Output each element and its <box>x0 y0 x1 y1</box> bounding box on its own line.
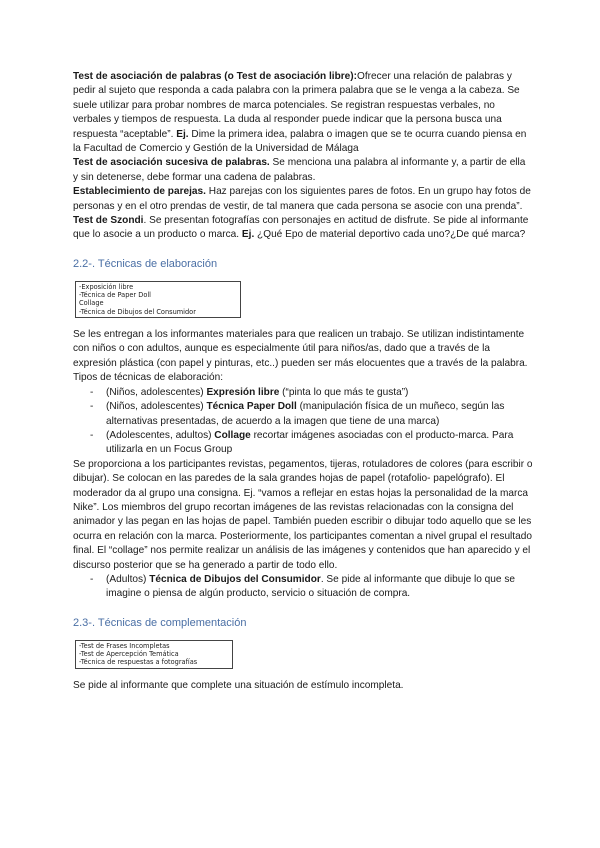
paragraph-text: . Se presentan fotografías con personajes en actitud de disfrute. Se pide al informante que lo asocie a un producto o marca. <box>73 215 529 241</box>
techniques-box-elaboracion <box>75 281 241 318</box>
list-text: recortar imágenes asociadas con el producto-marca. Para utilizarla en un Focus Group <box>106 429 514 456</box>
list-term: Técnica Paper Doll <box>206 401 297 413</box>
paragraph-text: Dime la primera idea, palabra o imagen que se te ocurra cuando piensa en la Facultad de Comercio y Gestión de la Universidad de Málaga <box>73 128 527 155</box>
box-item: -Técnica de Paper Doll <box>79 291 152 300</box>
document-body <box>73 70 533 693</box>
paragraph-elaboracion-intro: Se les entregan a los informantes materiales para que realicen un trabajo. Se utilizan indistintamente con niños o con adultos, aunque es especialmente útil para niños/as, dado que a través de la expresión plástica (con papel y pinturas, etc..) pueden ser más elocuentes que a través de la palabra. <box>73 329 528 369</box>
list-term: Collage <box>214 429 251 441</box>
list-dash: - <box>90 429 94 441</box>
box-item: -Técnica de Dibujos del Consumidor <box>79 307 196 316</box>
example-label: Ej. <box>241 229 255 241</box>
box-item: -Exposición libre <box>79 282 134 291</box>
list-text: (Adultos) <box>106 573 150 585</box>
paragraph-text: Se menciona una palabra al informante y, a partir de ella y sin detenerse, debe formar una cadena de palabras. <box>73 157 526 183</box>
paragraph-text: ¿Qué Epo de material deportivo cada uno?¿De qué marca? <box>254 229 526 241</box>
list-text: (manipulación física de un muñeco, según las alternativas presentadas, de acuerdo a la imagen que tiene de una marca) <box>106 401 505 427</box>
term-parejas: Establecimiento de parejas. <box>73 186 206 198</box>
paragraph-parejas <box>73 185 533 214</box>
list-term: Técnica de Dibujos del Consumidor <box>149 573 321 585</box>
list-item <box>73 573 533 602</box>
term-asociacion-sucesiva: Test de asociación sucesiva de palabras. <box>73 157 270 169</box>
list-text: (Niños, adolescentes) <box>106 386 207 398</box>
list-tipos-elaboracion <box>73 386 533 458</box>
paragraph-tipos: Tipos de técnicas de elaboración: <box>73 372 224 384</box>
paragraph-text: Ofrecer una relación de palabras y pedir al sujeto que responda a cada palabra con la primera palabra que se le venga a la cabeza. Se suele utilizar para probar nombres de marca potenciales. Se registran respuestas verbales, no verbales y tiempos de respuesta. La duda al responder puede indicar que la persona busca una respuesta “aceptable”. <box>73 71 520 140</box>
list-text: . Se pide al informante que dibuje lo que se imagine o piensa de algún producto, servicio o situación de compra. <box>106 573 515 600</box>
box-item: -Técnica de respuestas a fotografías <box>79 658 198 667</box>
list-dash: - <box>90 386 94 398</box>
term-asociacion-palabras: Test de asociación de palabras (o Test de asociación libre): <box>73 71 358 82</box>
heading-tecnicas-elaboracion: 2.2-. Técnicas de elaboración <box>73 257 218 270</box>
techniques-box-complementacion <box>75 640 233 669</box>
box-item: Collage <box>79 299 104 308</box>
list-item <box>73 386 533 400</box>
list-text: (Adolescentes, adultos) <box>106 429 215 441</box>
paragraph-asociacion-palabras <box>73 70 533 156</box>
list-text: (“pinta lo que más te gusta”) <box>279 386 409 398</box>
list-term: Expresión libre <box>206 386 280 398</box>
paragraph-szondi <box>73 214 533 243</box>
heading-tecnicas-complementacion: 2.3-. Técnicas de complementación <box>73 616 247 629</box>
list-dibujos <box>73 573 533 602</box>
paragraph-collage-detalle: Se proporciona a los participantes revistas, pegamentos, tijeras, rotuladores de colores (para escribir o dibujar). Se colocan en las paredes de la sala grandes hojas de papel (rotafolio- papelógrafo). El moderador da al grupo una consigna. Ej. “vamos a reflejar en estas hojas la personalidad de la marca Nike”. Los miembros del grupo recortan imágenes de las revistas relacionadas con la consigna del animador y las pegan en las hojas de papel. También pueden escribir o dibujar todo aquello que se les ocurra en relación con la marca. Posteriormente, los participantes comentan a nivel grupal el resultado final. El “collage” nos permite realizar un análisis de las imágenes y contenidos que han aparecido y el discurso posterior que se ha generado a partir de todo ello. <box>73 458 533 571</box>
list-text: (Niños, adolescentes) <box>106 401 207 413</box>
example-label: Ej. <box>176 128 189 140</box>
term-szondi: Test de Szondi <box>73 215 144 227</box>
paragraph-text: Haz parejas con los siguientes pares de fotos. En un grupo hay fotos de personas y en el otro prendas de vestir, de tal manera que cada persona se asocie con una prenda”. <box>73 186 531 212</box>
list-item <box>73 400 533 429</box>
box-item: -Test de Frases Incompletas <box>79 641 170 650</box>
paragraph-asociacion-sucesiva <box>73 156 533 185</box>
list-dash: - <box>90 573 94 585</box>
list-dash: - <box>90 401 94 413</box>
paragraph-complementacion: Se pide al informante que complete una situación de estímulo incompleta. <box>73 679 404 691</box>
box-item: -Test de Apercepción Temática <box>79 650 179 659</box>
list-item <box>73 429 533 458</box>
